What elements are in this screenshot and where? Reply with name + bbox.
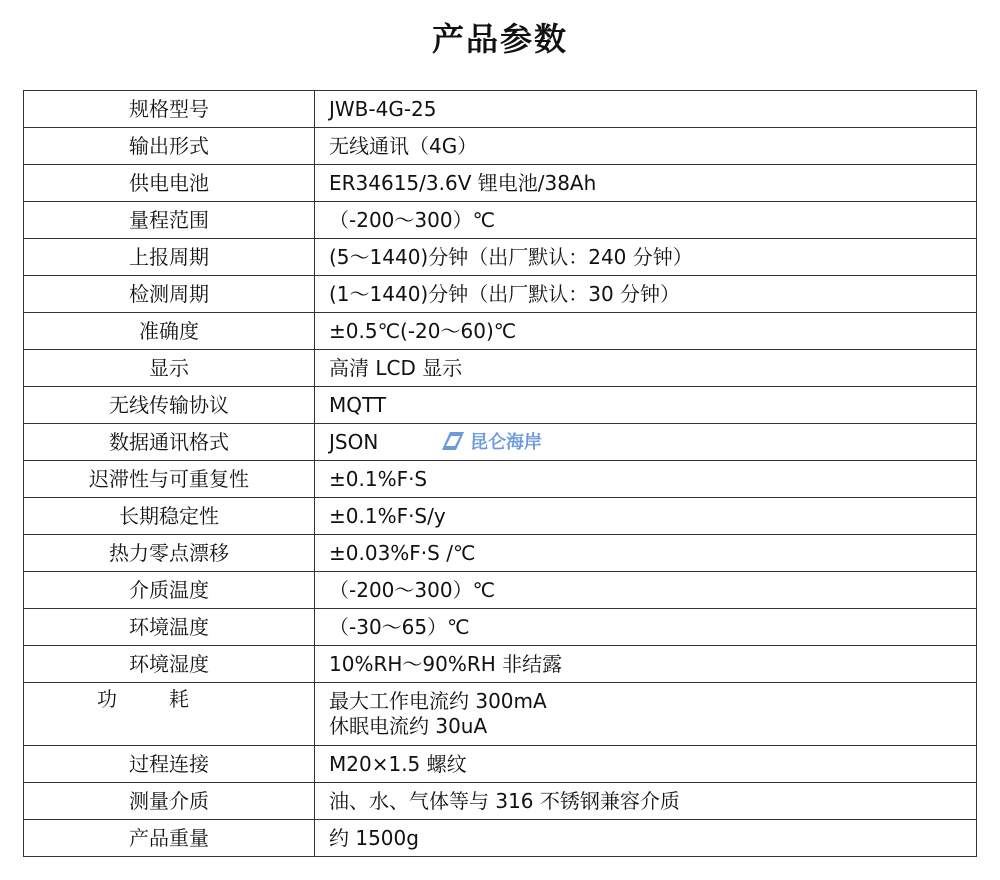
spec-label: 测量介质 [24,783,315,820]
table-row [24,609,977,646]
spec-label: 输出形式 [24,128,315,165]
table-row [24,783,977,820]
spec-value: 高清 LCD 显示 [315,350,977,387]
table-row [24,128,977,165]
spec-value-power [315,683,977,746]
table-row [24,91,977,128]
table-row [24,820,977,857]
spec-value: 约 1500g [315,820,977,857]
spec-value: ±0.5℃(-20～60)℃ [315,313,977,350]
spec-value: JSON [315,424,977,461]
table-row [24,239,977,276]
table-row [24,498,977,535]
spec-value: 最大工作电流约 300mA [329,689,547,713]
spec-value: （-200～300）℃ [315,572,977,609]
spec-label: 环境温度 [24,609,315,646]
spec-label: 无线传输协议 [24,387,315,424]
spec-label: 上报周期 [24,239,315,276]
table-row [24,535,977,572]
spec-value: M20×1.5 螺纹 [315,746,977,783]
spec-value: (5～1440)分钟（出厂默认：240 分钟） [315,239,977,276]
spec-label: 供电电池 [24,165,315,202]
spec-value: 10%RH～90%RH 非结露 [315,646,977,683]
spec-table [23,90,977,857]
spec-value: ±0.1%F·S [315,461,977,498]
spec-value: MQTT [315,387,977,424]
watermark-logo [440,428,542,454]
spec-value: ±0.1%F·S/y [315,498,977,535]
table-row [24,276,977,313]
spec-value: （-200～300）℃ [315,202,977,239]
spec-value: (1～1440)分钟（出厂默认：30 分钟） [315,276,977,313]
spec-label: 环境湿度 [24,646,315,683]
table-row [24,746,977,783]
spec-label: 介质温度 [24,572,315,609]
spec-label: 迟滞性与可重复性 [24,461,315,498]
spec-value: ±0.03%F·S /℃ [315,535,977,572]
table-row [24,461,977,498]
spec-label: 长期稳定性 [24,498,315,535]
spec-value: 油、水、气体等与 316 不锈钢兼容介质 [315,783,977,820]
table-row [24,646,977,683]
page-title: 产品参数 [431,20,568,58]
spec-label: 规格型号 [24,91,315,128]
spec-value: JWB-4G-25 [315,91,977,128]
spec-label: 功耗 [97,687,241,711]
spec-label: 检测周期 [24,276,315,313]
table-row [24,572,977,609]
table-row [24,202,977,239]
spec-value: （-30～65）℃ [315,609,977,646]
spec-label: 热力零点漂移 [24,535,315,572]
spec-label-power [24,683,315,746]
watermark-text: 昆仑海岸 [470,432,542,453]
table-row [24,313,977,350]
spec-label: 产品重量 [24,820,315,857]
spec-value: 无线通讯（4G） [315,128,977,165]
spec-value: ER34615/3.6V 锂电池/38Ah [315,165,977,202]
brand-logo-icon [440,430,466,452]
table-row [24,350,977,387]
spec-label: 量程范围 [24,202,315,239]
spec-label: 准确度 [24,313,315,350]
table-row [24,683,977,746]
table-row [24,387,977,424]
spec-label: 数据通讯格式 [24,424,315,461]
table-row [24,165,977,202]
spec-value-secondary: 休眠电流约 30uA [329,714,488,738]
spec-label: 过程连接 [24,746,315,783]
spec-label: 显示 [24,350,315,387]
